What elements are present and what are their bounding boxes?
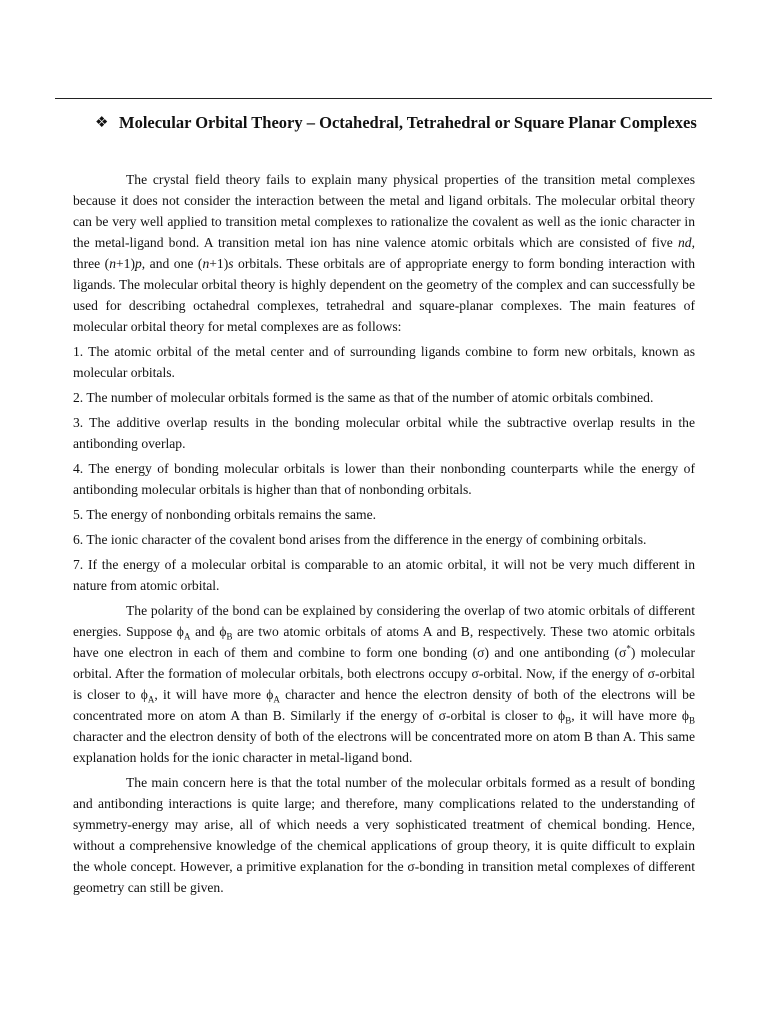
feature-item-4: 4. The energy of bonding molecular orbitals is lower than their nonbonding counterparts while the energy of antibonding molecular orbitals is higher than that of nonbonding orbitals. bbox=[73, 461, 695, 497]
feature-item-6: 6. The ionic character of the covalent bond arises from the difference in the energy of combining orbitals. bbox=[73, 532, 647, 547]
feature-item-1: 1. The atomic orbital of the metal center and of surrounding ligands combine to form new orbitals, known as molecular orbitals. bbox=[73, 344, 695, 380]
diamond-bullet-icon: ❖ bbox=[95, 113, 109, 131]
feature-item-2: 2. The number of molecular orbitals formed is the same as that of the number of atomic orbitals combined. bbox=[73, 390, 654, 405]
header-rule bbox=[55, 98, 712, 99]
section-heading bbox=[95, 108, 698, 137]
section-title: Molecular Orbital Theory – Octahedral, Tetrahedral or Square Planar Complexes bbox=[119, 113, 697, 132]
feature-item-3: 3. The additive overlap results in the bonding molecular orbital while the subtractive overlap results in the antibonding overlap. bbox=[73, 415, 695, 451]
feature-item-7: 7. If the energy of a molecular orbital is comparable to an atomic orbital, it will not be very much different in nature from atomic orbital. bbox=[73, 557, 695, 593]
polarity-paragraph: The polarity of the bond can be explained by considering the overlap of two atomic orbitals of different energies. Suppose $\phi_A$ and $\phi_B$ are two atomic orbitals of atoms A and B, respectively. These two atomic orbitals have one electron in each of them and combine to form one bonding (σ) and one antibonding (σ*) molecular orbital. After the formation of molecular orbitals, both electrons occupy σ-orbital. Now, if the energy of σ-orbital is closer to $\phi_A$, it will have more $\phi_A$ character and hence the electron density of both of the electrons will be concentrated more on atom A than B. Similarly if the energy of σ-orbital is closer to $\phi_B$, it will have more $\phi_B$ character and the electron density of both of the electrons will be concentrated more on atom B than A. This same explanation holds for the ionic character in metal-ligand bond. bbox=[73, 603, 695, 765]
document-body bbox=[73, 169, 695, 898]
concern-paragraph: The main concern here is that the total number of the molecular orbitals formed as a result of bonding and antibonding interactions is quite large; and therefore, many complications related to the understanding of symmetry-energy may arise, all of which needs a very sophisticated treatment of chemical bonding. Hence, without a comprehensive knowledge of the chemical applications of group theory, it is quite difficult to explain the whole concept. However, a primitive explanation for the σ-bonding in transition metal complexes of different geometry can still be given. bbox=[73, 775, 695, 895]
feature-item-5: 5. The energy of nonbonding orbitals remains the same. bbox=[73, 507, 377, 522]
intro-paragraph: The crystal field theory fails to explain many physical properties of the transition metal complexes because it does not consider the interaction between the metal and ligand orbitals. The molecular orbital theory can be very well applied to transition metal complexes to rationalize the covalent as well as the ionic character in the metal-ligand bond. A transition metal ion has nine valence atomic orbitals which are consisted of five nd, three (n+1)p, and one (n+1)s orbitals. These orbitals are of appropriate energy to form bonding interaction with ligands. The molecular orbital theory is highly dependent on the geometry of the complex and can successfully be used for describing octahedral complexes, tetrahedral and square-planar complexes. The main features of molecular orbital theory for metal complexes are as follows: bbox=[73, 172, 695, 334]
